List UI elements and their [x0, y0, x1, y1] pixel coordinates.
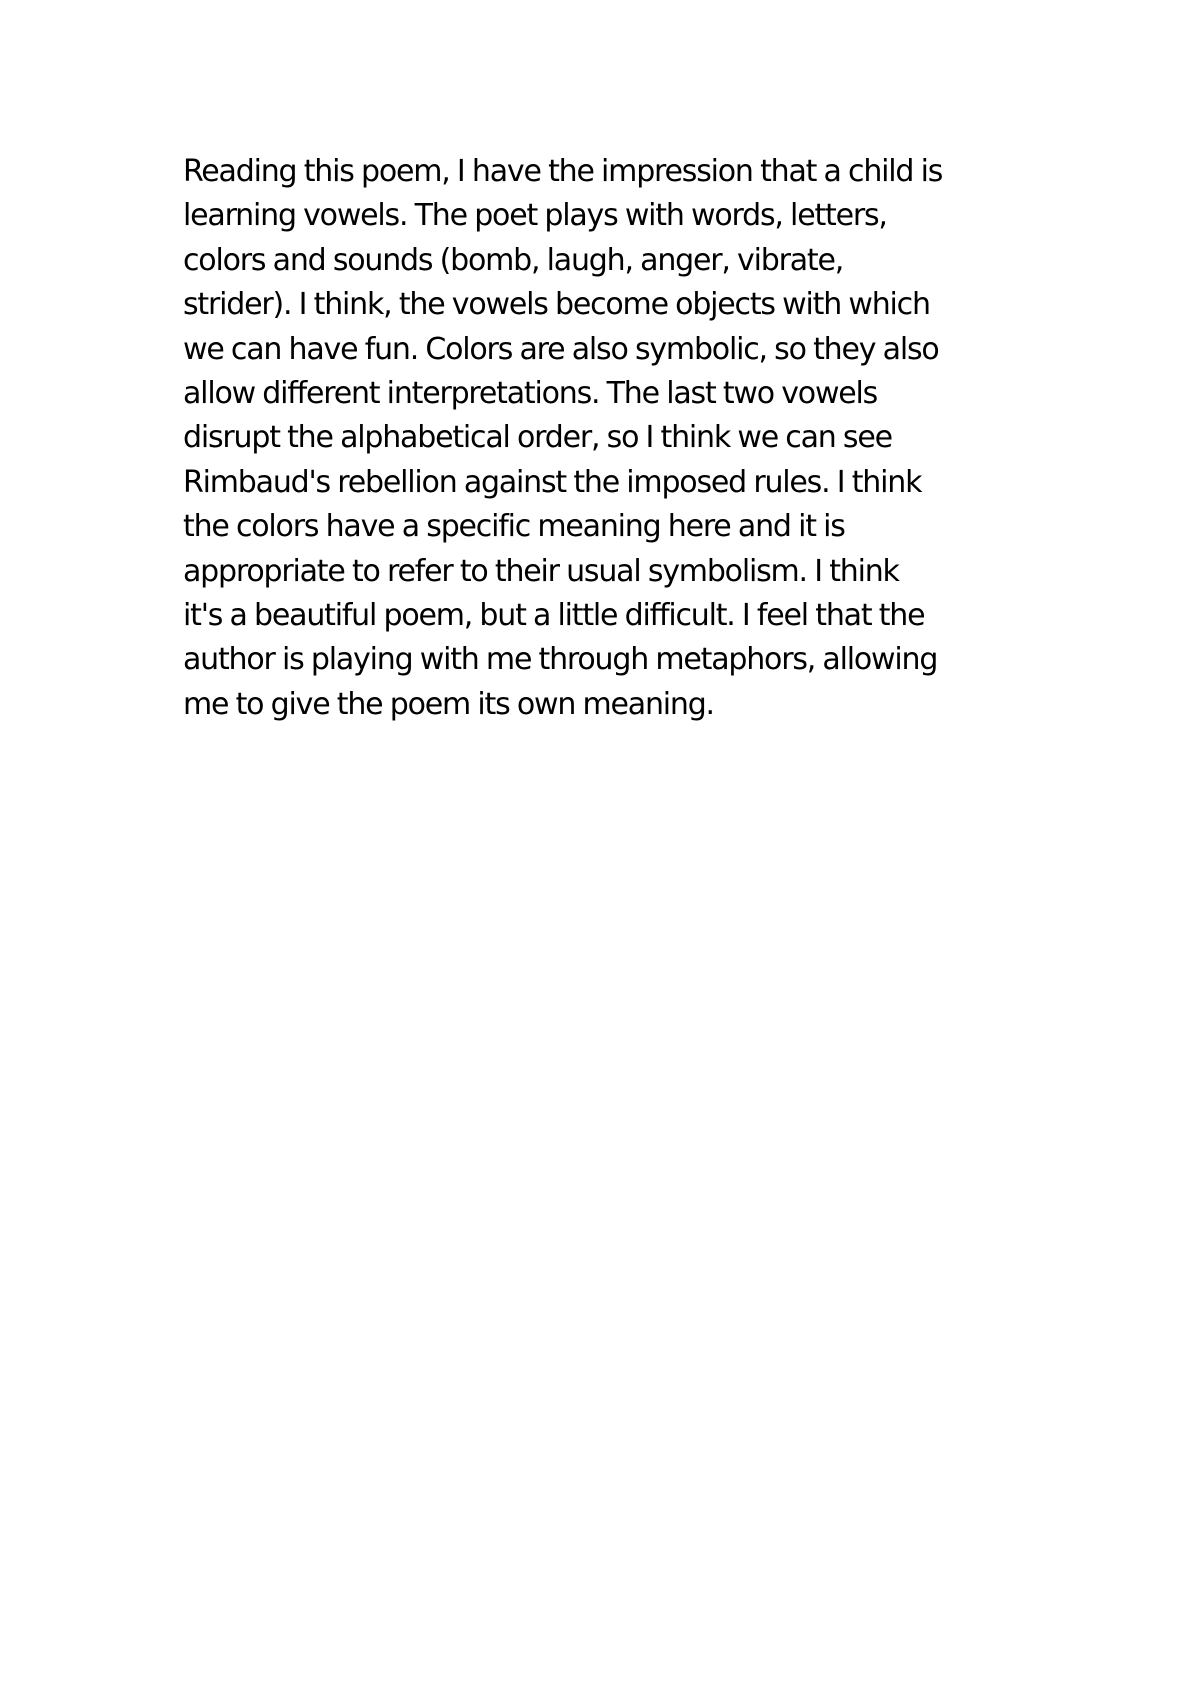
paragraph-line: appropriate to refer to their usual symbolism. I think: [183, 553, 899, 589]
paragraph-line: learning vowels. The poet plays with words, letters,: [183, 198, 887, 234]
body-paragraph: [183, 150, 1043, 727]
paragraph-line: Reading this poem, I have the impression that a child is: [183, 154, 943, 189]
paragraph-line: strider). I think, the vowels become objects with which: [183, 287, 930, 323]
paragraph-line: author is playing with me through metaphors, allowing: [183, 642, 938, 678]
paragraph-line: disrupt the alphabetical order, so I think we can see: [183, 420, 892, 456]
paragraph-line: we can have fun. Colors are also symbolic, so they also: [183, 331, 939, 367]
paragraph-line: it's a beautiful poem, but a little difficult. I feel that the: [183, 598, 925, 634]
paragraph-line: the colors have a specific meaning here and it is: [183, 509, 845, 545]
paragraph-line: allow different interpretations. The last two vowels: [183, 376, 878, 412]
paragraph-line: colors and sounds (bomb, laugh, anger, vibrate,: [183, 242, 844, 278]
paragraph-line: me to give the poem its own meaning.: [183, 686, 714, 722]
paragraph-line: Rimbaud's rebellion against the imposed rules. I think: [183, 464, 922, 500]
